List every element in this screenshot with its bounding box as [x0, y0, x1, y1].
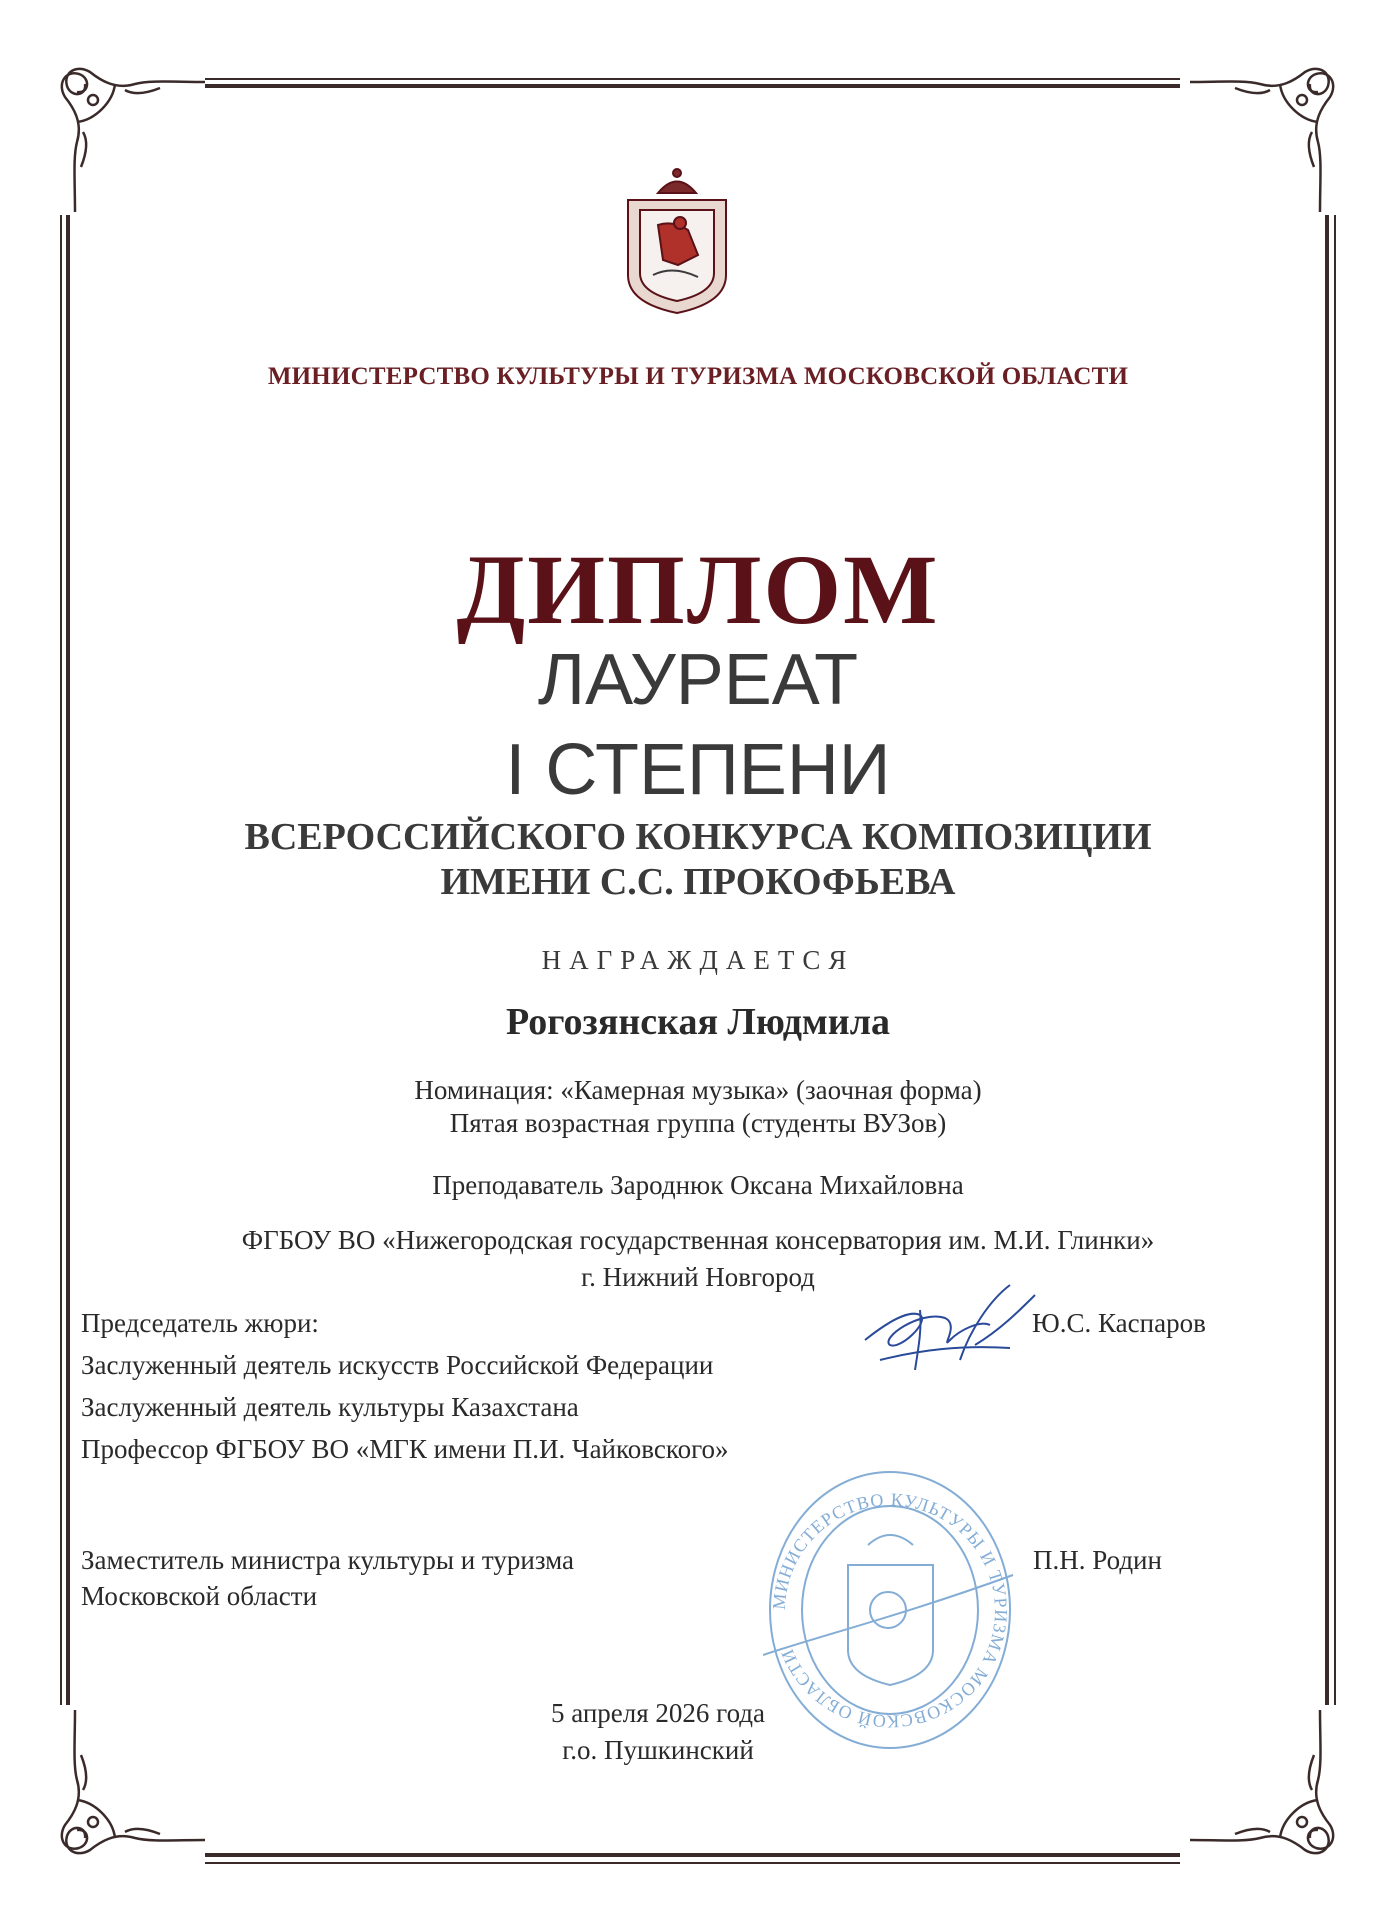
contest-name-line1: ВСЕРОССИЙСКОГО КОНКУРСА КОМПОЗИЦИИ	[244, 816, 1152, 858]
jury-chair-credential: Заслуженный деятель искусств Российской Федерации	[81, 1350, 714, 1380]
ministry-header: МИНИСТЕРСТВО КУЛЬТУРЫ И ТУРИЗМА МОСКОВСКОЙ ОБЛАСТИ	[267, 363, 1129, 390]
corner-ornament-icon	[1190, 1710, 1340, 1860]
institution-text: ФГБОУ ВО «Нижегородская государственная консерватория им. М.И. Глинки»	[241, 1225, 1155, 1255]
svg-text:МИНИСТЕРСТВО КУЛЬТУРЫ И ТУРИЗМ: МИНИСТЕРСТВО КУЛЬТУРЫ И ТУРИЗМА МОСКОВСКОЙ ОБЛАСТИ	[768, 1489, 1012, 1732]
deputy-title: Заместитель министра культуры и туризма	[81, 1545, 574, 1575]
nomination-text: Номинация: «Камерная музыка» (заочная форма)	[414, 1075, 982, 1105]
diploma-title: ДИПЛОМ	[456, 534, 940, 645]
jury-chair-name: Ю.С. Каспаров	[1032, 1308, 1206, 1338]
jury-chair-credential: Заслуженный деятель культуры Казахстана	[81, 1392, 579, 1422]
issue-place: г.о. Пушкинский	[562, 1735, 754, 1765]
jury-chair-credential: Профессор ФГБОУ ВО «МГК имени П.И. Чайковского»	[81, 1434, 729, 1464]
frame-bottom-line-thick	[205, 1853, 1180, 1857]
awarded-label: НАГРАЖДАЕТСЯ	[541, 945, 855, 975]
teacher-text: Преподаватель Зароднюк Оксана Михайловна	[432, 1170, 964, 1200]
jury-chair-title: Председатель жюри:	[81, 1308, 319, 1338]
coat-of-arms-icon	[618, 165, 736, 315]
corner-ornament-icon	[55, 1710, 205, 1860]
corner-ornament-icon	[1190, 62, 1340, 212]
frame-top-line-thick	[205, 84, 1180, 88]
deputy-title-region: Московской области	[81, 1581, 318, 1611]
laureate-title: ЛАУРЕАТ	[537, 640, 859, 720]
deputy-name: П.Н. Родин	[1033, 1545, 1162, 1575]
recipient-name: Рогозянская Людмила	[505, 1001, 891, 1043]
frame-top-line	[205, 78, 1180, 80]
contest-name-line2: ИМЕНИ С.С. ПРОКОФЬЕВА	[440, 861, 956, 903]
signature-icon	[860, 1270, 1040, 1390]
issue-date: 5 апреля 2026 года	[550, 1698, 766, 1728]
city-text: г. Нижний Новгород	[581, 1262, 815, 1292]
corner-ornament-icon	[55, 62, 205, 212]
degree-title: I СТЕПЕНИ	[505, 730, 891, 810]
frame-bottom-line	[205, 1862, 1180, 1864]
age-group-text: Пятая возрастная группа (студенты ВУЗов)	[449, 1108, 947, 1138]
